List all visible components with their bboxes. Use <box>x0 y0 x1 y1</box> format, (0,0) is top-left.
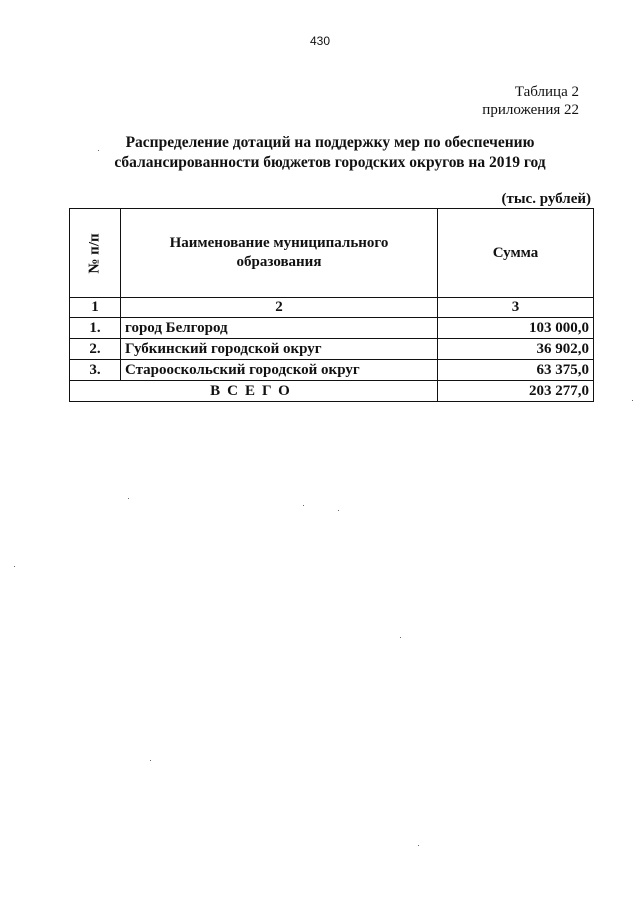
column-number: 1 <box>70 298 121 318</box>
municipality-name: Старооскольский городской округ <box>121 360 438 381</box>
column-number-row <box>70 298 594 318</box>
scan-speck <box>338 510 339 511</box>
header-name <box>121 209 438 298</box>
row-amount: 63 375,0 <box>438 360 594 381</box>
header-name-line1: Наименование муниципального <box>169 235 389 251</box>
column-number: 3 <box>438 298 594 318</box>
row-number: 3. <box>70 360 121 381</box>
title-line1: Распределение дотаций на поддержку мер по обеспечению <box>125 134 535 151</box>
distribution-table <box>69 208 594 402</box>
total-row <box>70 381 594 402</box>
table-reference <box>482 83 579 119</box>
table-row <box>70 339 594 360</box>
scan-speck <box>418 845 419 846</box>
header-row <box>70 209 594 298</box>
scan-speck <box>150 760 151 761</box>
header-number <box>70 209 121 298</box>
row-number: 1. <box>70 318 121 339</box>
units-label: (тыс. рублей) <box>501 191 591 207</box>
total-label: ВСЕГО <box>70 381 438 402</box>
total-amount: 203 277,0 <box>438 381 594 402</box>
row-amount: 36 902,0 <box>438 339 594 360</box>
scan-speck <box>303 505 304 506</box>
municipality-name: Губкинский городской округ <box>121 339 438 360</box>
document-title <box>60 133 600 173</box>
row-amount: 103 000,0 <box>438 318 594 339</box>
scan-speck <box>128 498 129 499</box>
header-number-label: № п/п <box>86 232 103 274</box>
scan-speck <box>400 637 401 638</box>
scan-speck <box>632 400 633 401</box>
header-name-line2: образования <box>236 254 322 270</box>
table-row <box>70 360 594 381</box>
row-number: 2. <box>70 339 121 360</box>
column-number: 2 <box>121 298 438 318</box>
scan-speck <box>14 566 15 567</box>
scan-speck <box>98 150 99 151</box>
municipality-name: город Белгород <box>121 318 438 339</box>
header-sum: Сумма <box>438 209 594 298</box>
table-row <box>70 318 594 339</box>
table-ref-line2: приложения 22 <box>482 102 579 118</box>
title-line2: сбалансированности бюджетов городских округов на 2019 год <box>114 154 546 171</box>
table-ref-line1: Таблица 2 <box>514 84 579 100</box>
page-number: 430 <box>309 34 331 48</box>
